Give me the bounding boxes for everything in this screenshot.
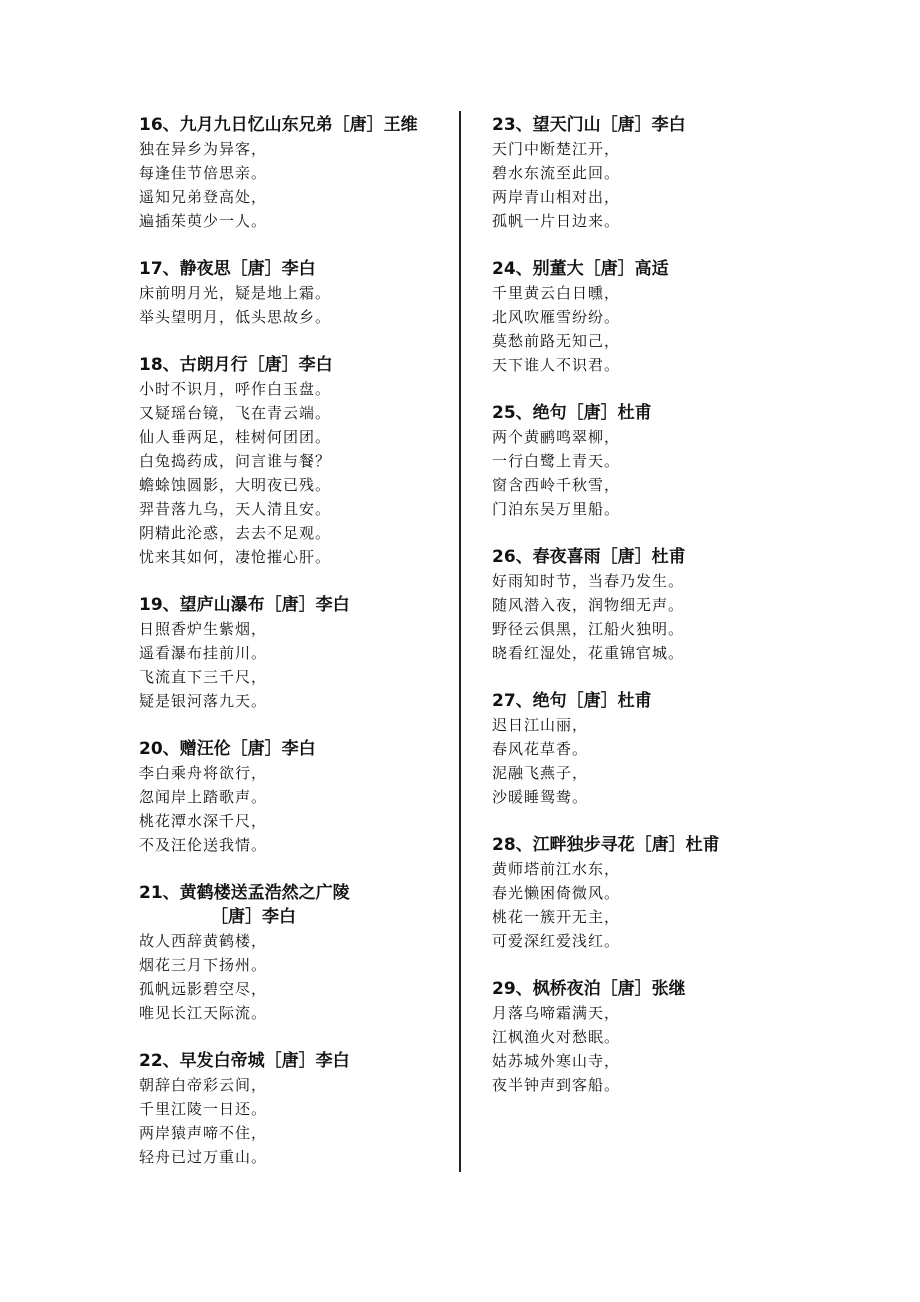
poem-title: 25、绝句［唐］杜甫 [492, 403, 652, 423]
poem-17 [139, 257, 451, 329]
poem-line: 唯见长江天际流。 [139, 1004, 268, 1022]
poem-title: 16、九月九日忆山东兄弟［唐］王维 [139, 115, 418, 135]
poem-line: 可爱深红爱浅红。 [492, 932, 621, 950]
poem-line: 忽闻岸上踏歌声。 [139, 788, 268, 806]
poem-26 [492, 545, 792, 665]
poem-line: 床前明月光，疑是地上霜。 [139, 284, 332, 302]
poem-line: 月落乌啼霜满天， [492, 1004, 621, 1022]
poem-line: 蟾蜍蚀圆影，大明夜已残。 [139, 476, 332, 494]
poem-line: 飞流直下三千尺， [139, 668, 268, 686]
poem-line: 忧来其如何，凄怆摧心肝。 [139, 548, 332, 566]
poem-line: 独在异乡为异客， [139, 140, 268, 158]
poem-title: 19、望庐山瀑布［唐］李白 [139, 595, 350, 615]
poem-line: 日照香炉生紫烟， [139, 620, 268, 638]
poem-27 [492, 689, 792, 809]
poem-21 [139, 881, 451, 1025]
poem-line: 孤帆一片日边来。 [492, 212, 621, 230]
poem-line: 好雨知时节，当春乃发生。 [492, 572, 685, 590]
poem-line: 遥知兄弟登高处， [139, 188, 268, 206]
poem-16 [139, 113, 451, 233]
poem-line: 仙人垂两足，桂树何团团。 [139, 428, 332, 446]
poem-line: 轻舟已过万重山。 [139, 1148, 268, 1166]
poem-title: 29、枫桥夜泊［唐］张继 [492, 979, 686, 999]
poem-line: 故人西辞黄鹤楼， [139, 932, 268, 950]
poem-19 [139, 593, 451, 713]
poem-29 [492, 977, 792, 1097]
poem-line: 天下谁人不识君。 [492, 356, 621, 374]
poem-24 [492, 257, 792, 377]
poem-line: 黄师塔前江水东， [492, 860, 621, 878]
poem-title: 23、望天门山［唐］李白 [492, 115, 686, 135]
poem-line: 随风潜入夜，润物细无声。 [492, 596, 685, 614]
poem-line: 门泊东吴万里船。 [492, 500, 621, 518]
poem-22 [139, 1049, 451, 1169]
poem-title: 26、春夜喜雨［唐］杜甫 [492, 547, 686, 567]
poem-title: 24、别董大［唐］高适 [492, 259, 669, 279]
poem-line: 两岸青山相对出， [492, 188, 621, 206]
poem-line: 野径云俱黑，江船火独明。 [492, 620, 685, 638]
right-column [492, 113, 792, 1121]
poem-line: 江枫渔火对愁眠。 [492, 1028, 621, 1046]
poem-line: 莫愁前路无知己， [492, 332, 621, 350]
poem-line: 孤帆远影碧空尽， [139, 980, 268, 998]
poem-line: 烟花三月下扬州。 [139, 956, 268, 974]
poem-line: 羿昔落九乌，天人清且安。 [139, 500, 332, 518]
poem-line: 春风花草香。 [492, 740, 589, 758]
poem-line: 姑苏城外寒山寺， [492, 1052, 621, 1070]
poem-title: 22、早发白帝城［唐］李白 [139, 1051, 350, 1071]
poem-23 [492, 113, 792, 233]
poem-line: 两个黄鹂鸣翠柳， [492, 428, 621, 446]
poem-line: 晓看红湿处，花重锦官城。 [492, 644, 685, 662]
poem-line: 千里黄云白日曛， [492, 284, 621, 302]
poem-line: 白兔捣药成，问言谁与餐？ [139, 452, 332, 470]
poem-line: 碧水东流至此回。 [492, 164, 621, 182]
poem-line: 李白乘舟将欲行， [139, 764, 268, 782]
poem-18 [139, 353, 451, 569]
poem-28 [492, 833, 792, 953]
poem-line: 北风吹雁雪纷纷。 [492, 308, 621, 326]
poem-line: 窗含西岭千秋雪， [492, 476, 621, 494]
poem-line: 遍插茱萸少一人。 [139, 212, 268, 230]
poem-line: 春光懒困倚微风。 [492, 884, 621, 902]
poem-title-author: ［唐］李白 [211, 907, 296, 927]
poem-line: 朝辞白帝彩云间， [139, 1076, 268, 1094]
poem-title: 20、赠汪伦［唐］李白 [139, 739, 316, 759]
poem-line: 小时不识月，呼作白玉盘。 [139, 380, 332, 398]
poem-line: 又疑瑶台镜，飞在青云端。 [139, 404, 332, 422]
column-divider [459, 111, 461, 1172]
poem-25 [492, 401, 792, 521]
poem-line: 不及汪伦送我情。 [139, 836, 268, 854]
poem-line: 桃花一簇开无主， [492, 908, 621, 926]
poem-line: 遥看瀑布挂前川。 [139, 644, 268, 662]
poem-title: 21、黄鹤楼送孟浩然之广陵 [139, 883, 350, 903]
poem-line: 夜半钟声到客船。 [492, 1076, 621, 1094]
left-column [139, 113, 451, 1193]
poem-line: 每逢佳节倍思亲。 [139, 164, 268, 182]
poem-line: 举头望明月，低头思故乡。 [139, 308, 332, 326]
poem-line: 疑是银河落九天。 [139, 692, 268, 710]
poem-line: 一行白鹭上青天。 [492, 452, 621, 470]
poem-line: 迟日江山丽， [492, 716, 589, 734]
poem-title: 28、江畔独步寻花［唐］杜甫 [492, 835, 720, 855]
poem-line: 两岸猿声啼不住， [139, 1124, 268, 1142]
poem-title: 18、古朗月行［唐］李白 [139, 355, 333, 375]
poem-title: 27、绝句［唐］杜甫 [492, 691, 652, 711]
poem-20 [139, 737, 451, 857]
poem-line: 沙暖睡鸳鸯。 [492, 788, 589, 806]
poem-line: 天门中断楚江开， [492, 140, 621, 158]
poem-line: 泥融飞燕子， [492, 764, 589, 782]
poem-line: 千里江陵一日还。 [139, 1100, 268, 1118]
poem-line: 桃花潭水深千尺， [139, 812, 268, 830]
poem-line: 阴精此沦惑，去去不足观。 [139, 524, 332, 542]
poem-title: 17、静夜思［唐］李白 [139, 259, 316, 279]
